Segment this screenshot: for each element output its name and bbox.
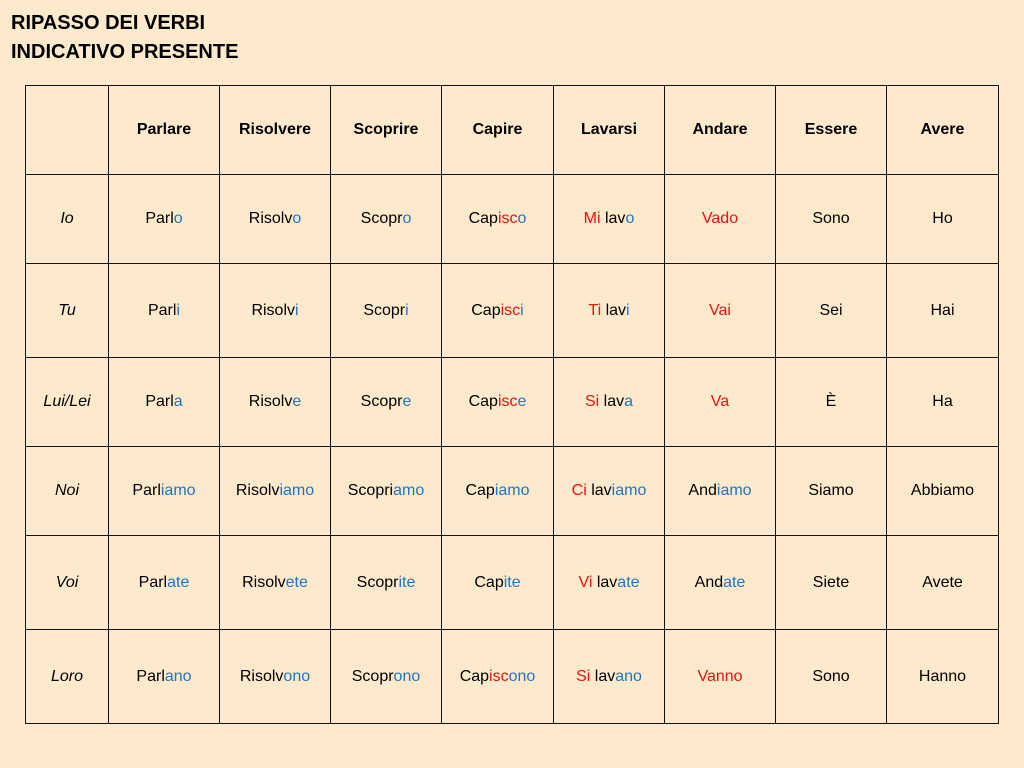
table-row (26, 175, 999, 264)
conjugation-segment: Mi (583, 210, 601, 227)
table-row (26, 358, 999, 447)
conjugation-cell (776, 447, 887, 536)
conjugation-cell (109, 264, 220, 358)
conjugation-cell (331, 358, 442, 447)
conjugation-cell (554, 175, 665, 264)
conjugation-segment: lav (599, 393, 625, 410)
table-row (26, 264, 999, 358)
table-row (26, 536, 999, 630)
conjugation-cell (665, 447, 776, 536)
conjugation-segment: Vanno (697, 667, 743, 685)
conjugation-segment: e (402, 393, 412, 410)
conjugation-segment: ite (503, 573, 521, 591)
conjugation-segment: Cap (468, 393, 498, 410)
conjugation-cell (442, 358, 554, 447)
conjugation-cell (665, 536, 776, 630)
conjugation-segment: Avete (922, 573, 963, 591)
conjugation-segment: ete (285, 573, 308, 591)
conjugation-segment: ate (723, 573, 746, 591)
conjugation-segment: Cap (468, 210, 498, 227)
conjugation-segment: Ti (588, 301, 602, 319)
conjugation-cell (887, 536, 999, 630)
conjugation-cell (109, 447, 220, 536)
conjugation-cell (887, 358, 999, 447)
verb-header: Capire (442, 86, 554, 175)
conjugation-segment: Ho (932, 210, 953, 227)
conjugation-segment: iamo (160, 482, 196, 499)
verb-header: Avere (887, 86, 999, 175)
conjugation-segment: Parl (147, 301, 177, 319)
conjugation-cell (331, 536, 442, 630)
conjugation-segment: lav (590, 667, 616, 685)
verb-header: Lavarsi (554, 86, 665, 175)
conjugation-segment: o (517, 210, 527, 227)
conjugation-cell (665, 358, 776, 447)
conjugation-table (25, 85, 999, 724)
conjugation-cell (442, 264, 554, 358)
conjugation-segment: i (176, 301, 180, 319)
conjugation-cell (776, 264, 887, 358)
conjugation-segment: a (624, 393, 634, 410)
conjugation-segment: lav (586, 482, 612, 499)
conjugation-cell (665, 264, 776, 358)
conjugation-segment: È (825, 393, 837, 410)
conjugation-cell (554, 536, 665, 630)
pronoun-cell: Noi (26, 447, 109, 536)
conjugation-segment: Risolv (235, 482, 280, 499)
conjugation-segment: Risolv (248, 393, 293, 410)
pronoun-cell: Loro (26, 630, 109, 724)
pronoun-cell: Io (26, 175, 109, 264)
conjugation-segment: And (694, 573, 724, 591)
conjugation-segment: isc (500, 301, 521, 319)
conjugation-segment: Va (710, 393, 730, 410)
conjugation-segment: Siete (812, 573, 850, 591)
conjugation-segment: isc (497, 393, 518, 410)
conjugation-segment: Sono (812, 667, 850, 685)
conjugation-segment: lav (601, 301, 627, 319)
conjugation-segment: iamo (611, 482, 647, 499)
conjugation-cell (887, 447, 999, 536)
header-row (26, 86, 999, 175)
table-row (26, 630, 999, 724)
conjugation-segment: Cap (465, 482, 495, 499)
corner-cell (26, 86, 109, 175)
conjugation-cell (665, 175, 776, 264)
conjugation-cell (109, 358, 220, 447)
conjugation-segment: ano (615, 667, 642, 685)
conjugation-segment: ano (164, 667, 192, 685)
conjugation-segment: Scopr (351, 667, 394, 685)
conjugation-segment: ate (617, 573, 640, 591)
conjugation-cell (220, 264, 331, 358)
conjugation-segment: Vai (709, 301, 731, 319)
conjugation-segment: Sono (812, 210, 850, 227)
conjugation-cell (442, 536, 554, 630)
verb-header: Essere (776, 86, 887, 175)
conjugation-segment: o (292, 210, 302, 227)
conjugation-cell (554, 447, 665, 536)
conjugation-segment: Cap (459, 667, 490, 685)
slide-title (11, 9, 238, 67)
conjugation-segment: Cap (471, 301, 501, 319)
conjugation-segment: iamo (494, 482, 530, 499)
conjugation-cell (776, 536, 887, 630)
conjugation-segment: ono (283, 667, 311, 685)
conjugation-cell (109, 630, 220, 724)
pronoun-cell: Lui/Lei (26, 358, 109, 447)
conjugation-segment: Hai (930, 301, 955, 319)
conjugation-segment: i (405, 301, 409, 319)
conjugation-segment: Scopr (360, 210, 403, 227)
conjugation-cell (442, 630, 554, 724)
conjugation-cell (776, 175, 887, 264)
conjugation-cell (331, 447, 442, 536)
verb-header: Scoprire (331, 86, 442, 175)
conjugation-segment: Risolv (251, 301, 295, 319)
conjugation-cell (442, 175, 554, 264)
conjugation-segment: Risolv (239, 667, 284, 685)
verb-header: Risolvere (220, 86, 331, 175)
conjugation-segment: isc (497, 210, 518, 227)
conjugation-segment: iamo (716, 482, 752, 499)
conjugation-cell (776, 358, 887, 447)
conjugation-cell (109, 536, 220, 630)
conjugation-segment: Abbiamo (910, 482, 975, 499)
conjugation-segment: lav (592, 573, 618, 591)
conjugation-cell (220, 358, 331, 447)
conjugation-segment: Vi (578, 573, 593, 591)
conjugation-segment: Risolv (242, 573, 286, 591)
conjugation-cell (554, 358, 665, 447)
table-row (26, 447, 999, 536)
conjugation-cell (220, 175, 331, 264)
conjugation-segment: e (292, 393, 302, 410)
conjugation-segment: e (517, 393, 527, 410)
conjugation-segment: iamo (279, 482, 315, 499)
conjugation-segment: ono (508, 667, 536, 685)
conjugation-segment: Risolv (248, 210, 293, 227)
conjugation-cell (331, 175, 442, 264)
conjugation-segment: Si (584, 393, 600, 410)
conjugation-cell (220, 536, 331, 630)
conjugation-cell (887, 264, 999, 358)
conjugation-cell (554, 264, 665, 358)
conjugation-cell (776, 630, 887, 724)
conjugation-segment: Scopr (356, 573, 399, 591)
conjugation-segment: Parl (132, 482, 161, 499)
conjugation-segment: Ci (571, 482, 587, 499)
conjugation-segment: And (688, 482, 717, 499)
conjugation-cell (887, 630, 999, 724)
conjugation-segment: Siamo (808, 482, 854, 499)
conjugation-segment: Scopr (360, 393, 403, 410)
conjugation-segment: Hanno (918, 667, 967, 685)
conjugation-segment: i (295, 301, 299, 319)
conjugation-segment: Si (576, 667, 591, 685)
conjugation-segment: Scopr (363, 301, 406, 319)
conjugation-segment: ate (167, 573, 190, 591)
conjugation-cell (887, 175, 999, 264)
conjugation-segment: i (520, 301, 524, 319)
conjugation-cell (331, 630, 442, 724)
conjugation-cell (331, 264, 442, 358)
pronoun-cell: Voi (26, 536, 109, 630)
conjugation-segment: o (402, 210, 412, 227)
conjugation-segment: amo (393, 482, 425, 499)
conjugation-cell (442, 447, 554, 536)
conjugation-segment: Vado (701, 210, 739, 227)
conjugation-cell (220, 630, 331, 724)
conjugation-segment: Cap (474, 573, 504, 591)
conjugation-segment: Scopri (347, 482, 394, 499)
conjugation-cell (109, 175, 220, 264)
conjugation-segment: o (625, 210, 635, 227)
conjugation-cell (554, 630, 665, 724)
pronoun-cell: Tu (26, 264, 109, 358)
conjugation-segment: Sei (819, 301, 843, 319)
conjugation-segment: Parl (145, 393, 174, 410)
title-line-2: INDICATIVO PRESENTE (11, 41, 239, 63)
verb-header: Andare (665, 86, 776, 175)
conjugation-segment: Parl (145, 210, 174, 227)
conjugation-segment: ono (393, 667, 421, 685)
conjugation-segment: Ha (932, 393, 953, 410)
conjugation-segment: Parl (138, 573, 168, 591)
title-line-1: RIPASSO DEI VERBI (11, 12, 206, 34)
table-body (26, 175, 999, 724)
conjugation-segment: ite (398, 573, 416, 591)
conjugation-segment: a (173, 393, 183, 410)
conjugation-segment: o (173, 210, 183, 227)
conjugation-segment: i (626, 301, 630, 319)
conjugation-cell (220, 447, 331, 536)
verb-header: Parlare (109, 86, 220, 175)
conjugation-segment: lav (600, 210, 626, 227)
conjugation-cell (665, 630, 776, 724)
conjugation-segment: Parl (136, 667, 165, 685)
conjugation-segment: isc (489, 667, 509, 685)
